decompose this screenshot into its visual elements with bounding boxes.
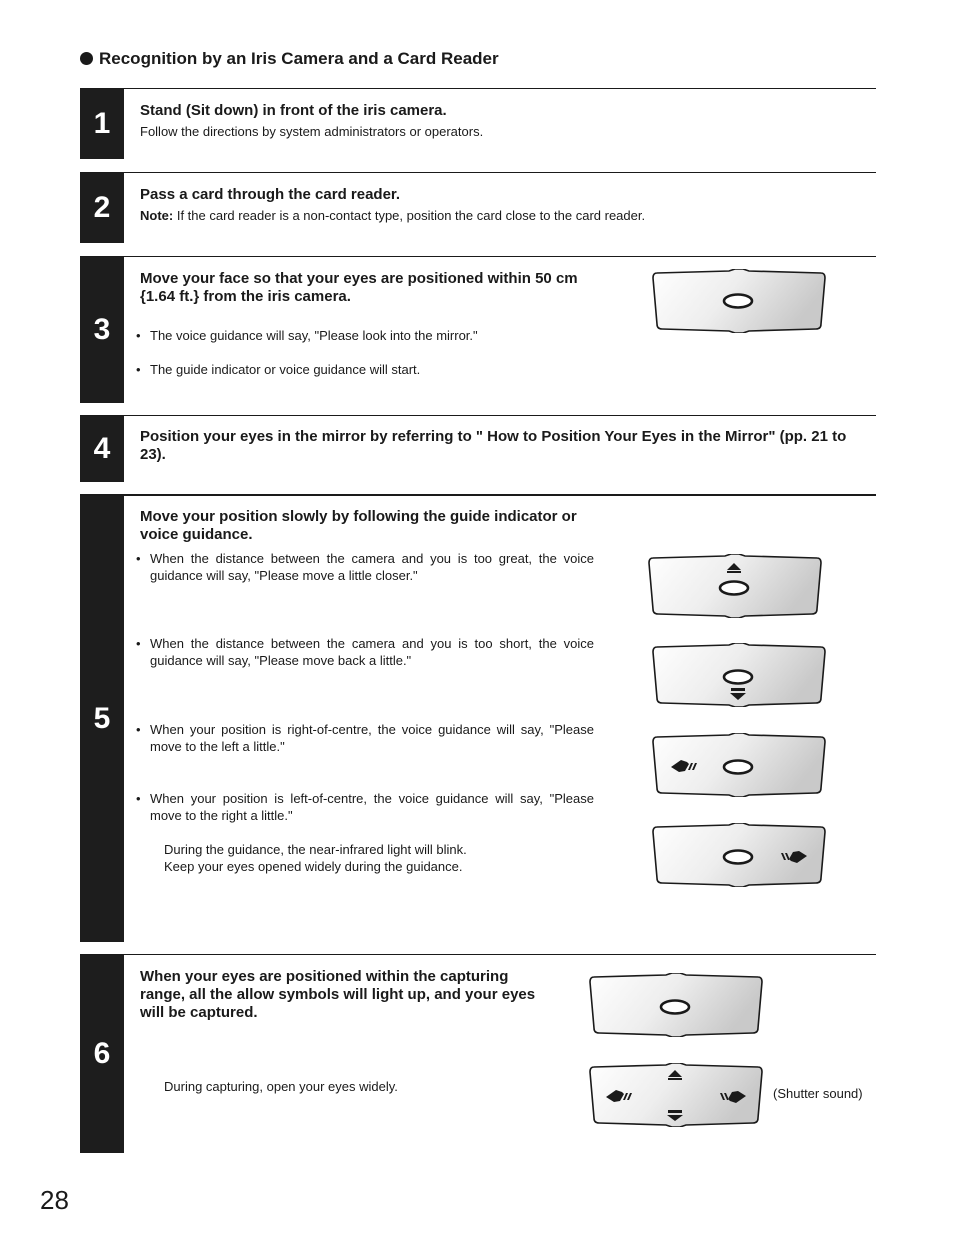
step-title: Position your eyes in the mirror by referring to " How to Position Your Eyes in the Mirror" (pp. 21 to 23).: [140, 428, 847, 463]
bullet-item: • When the distance between the camera and you is too great, the voice guidance will say, "Please move a little closer.": [150, 550, 594, 584]
bullet-item: • When your position is right-of-centre, the voice guidance will say, "Please move to the left a little.": [150, 721, 594, 755]
step-number: 5: [80, 496, 124, 942]
step-6: [80, 954, 876, 1153]
bullet-item: • When your position is left-of-centre, the voice guidance will say, "Please move to the right a little.": [150, 790, 594, 824]
step-title: When your eyes are positioned within the capturing range, all the allow symbols will light up, and your eyes will be captured.: [140, 968, 536, 1021]
step-title: Pass a card through the card reader.: [140, 186, 401, 203]
bullet-item: • The voice guidance will say, "Please look into the mirror.": [150, 327, 620, 344]
step-number: 3: [80, 257, 124, 403]
mirror-back-icon: [651, 643, 827, 707]
step-3: [80, 256, 876, 403]
bullet-item: • When the distance between the camera and you is too short, the voice guidance will say, "Please move back a little.": [150, 635, 594, 669]
step-5: [80, 494, 876, 942]
shutter-sound-caption: (Shutter sound): [773, 1086, 863, 1101]
mirror-left-icon: [651, 733, 827, 797]
step-number: 1: [80, 89, 124, 159]
step-number: 2: [80, 173, 124, 243]
step-text: Follow the directions by system administrators or operators.: [140, 124, 484, 139]
step-title: Move your position slowly by following the guide indicator or voice guidance.: [140, 508, 577, 543]
heading-bullet-icon: [80, 52, 93, 65]
guidance-note: During the guidance, the near-infrared light will blink. Keep your eyes opened widely during the guidance.: [164, 842, 467, 874]
mirror-all-arrows-icon: [588, 1063, 764, 1127]
step-title: Stand (Sit down) in front of the iris camera.: [140, 102, 447, 119]
note-label: Note:: [140, 208, 174, 223]
bullet-item: • The guide indicator or voice guidance will start.: [150, 361, 620, 378]
page-number: 28: [40, 1185, 69, 1215]
step-2: [80, 172, 876, 243]
mirror-eye-icon: [651, 269, 827, 333]
mirror-closer-icon: [647, 554, 823, 618]
step-1: [80, 88, 876, 159]
step-number: 6: [80, 955, 124, 1153]
mirror-captured-icon: [588, 973, 764, 1037]
step-title: Move your face so that your eyes are positioned within 50 cm {1.64 ft.} from the iris camera.: [140, 270, 578, 305]
step-number: 4: [80, 416, 124, 482]
section-heading: Recognition by an Iris Camera and a Card Reader: [80, 49, 499, 69]
capture-note: During capturing, open your eyes widely.: [164, 1079, 398, 1094]
step-note: [140, 207, 645, 224]
note-text: If the card reader is a non-contact type, position the card close to the card reader.: [173, 208, 646, 223]
step-4: [80, 415, 876, 482]
mirror-right-icon: [651, 823, 827, 887]
